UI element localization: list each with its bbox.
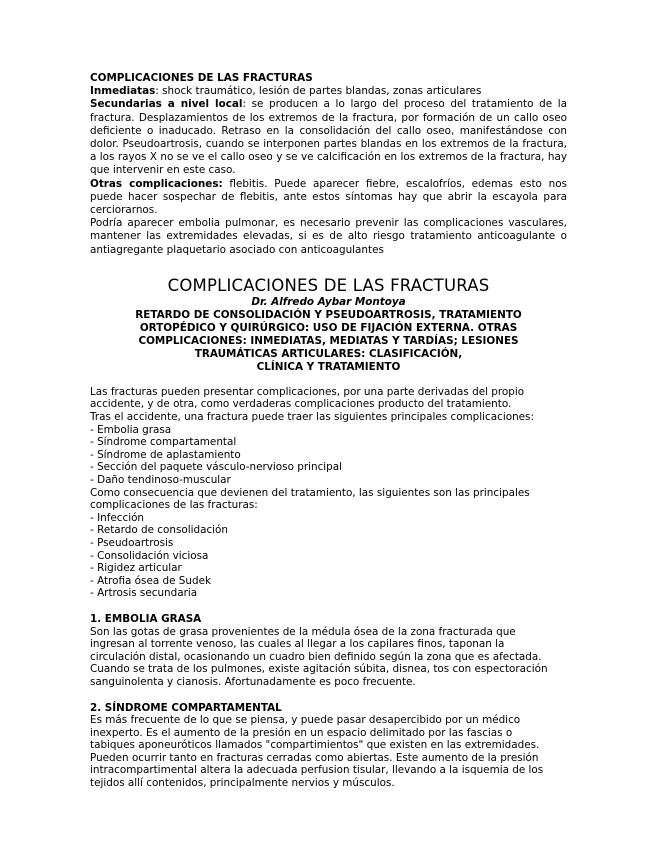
body-line: Las fracturas pueden presentar complicaciones, por una parte derivadas del propio <box>90 385 525 398</box>
body-line: tabiques aponeuróticos llamados "compartimientos" que existen en las extremidades. <box>90 739 540 752</box>
list-item: - Pseudoartrosis <box>90 537 567 550</box>
text-otras: flebitis. Puede aparecer fiebre, escalofríos, edemas esto nos puede hacer sospechar de flebitis, ante estos síntomas hay que abrir la escayola para cerciorarnos. <box>90 177 567 217</box>
list-item: - Daño tendinoso-muscular <box>90 474 567 487</box>
list-item: - Embolia grasa <box>90 424 567 437</box>
body-line: ingresan al torrente venoso, las cuales al llegar a los capilares finos, taponan la <box>90 638 505 651</box>
body-line: complicaciones de las fracturas: <box>90 499 258 512</box>
document-page <box>90 72 567 790</box>
intro-paragraph-otras <box>90 178 567 218</box>
list-item: - Síndrome compartamental <box>90 436 567 449</box>
intro-heading: COMPLICACIONES DE LAS FRACTURAS <box>90 72 313 84</box>
subtitle-line: TRAUMÁTICAS ARTICULARES: CLASIFICACIÓN, <box>194 347 463 360</box>
list-item: - Atrofia ósea de Sudek <box>90 575 567 588</box>
body-line: inexperto. Es el aumento de la presión en un espacio delimitado por las fascias o <box>90 726 513 739</box>
article-title: COMPLICACIONES DE LAS FRACTURAS <box>167 275 490 295</box>
list-item: - Artrosis secundaria <box>90 587 567 600</box>
list-item: - Sección del paquete vásculo-nervioso principal <box>90 461 567 474</box>
complications-list-accident <box>90 424 567 487</box>
body-line: circulación distal, ocasionando un cuadro bien definido según la zona que es afectada. <box>90 650 542 663</box>
intro-section <box>90 72 567 257</box>
intro-paragraph-inmediatas <box>90 85 567 98</box>
body-line: intracompartimental altera la adecuada perfusion tisular, llevando a la isquemia de los <box>90 764 544 777</box>
body-line: tejidos allí contenidos, principalmente nervios y músculos. <box>90 777 395 790</box>
list-item: - Infección <box>90 512 567 525</box>
section-heading-embolia-grasa: 1. EMBOLIA GRASA <box>90 612 202 625</box>
text-inmediatas: : shock traumático, lesión de partes blandas, zonas articulares <box>155 85 482 98</box>
subtitle-line: CLÍNICA Y TRATAMIENTO <box>256 360 401 373</box>
list-item: - Retardo de consolidación <box>90 524 567 537</box>
body-line: Pueden ocurrir tanto en fracturas cerradas como abiertas. Este aumento de la presión <box>90 751 539 764</box>
subtitle-line: ORTOPÉDICO Y QUIRÚRGICO: USO DE FIJACIÓN EXTERNA. OTRAS <box>139 321 518 334</box>
text-secundarias: : se producen a lo largo del proceso del tratamiento de la fractura. Desplazamientos de los extremos de la fractura, por formación de un callo oseo deficiente o inaducado. Retraso en la consolidación del callo oseo, manifestándose con dolor. Pseudoartrosis, cuando se interponen partes blandas en los extremos de la fractura, a los rayos X no se ve el callo oseo y se ve calcificación en los extremos de la fractura, hay que intervenir en este caso. <box>90 98 567 177</box>
intro-paragraph-secundarias <box>90 98 567 177</box>
intro-paragraph-embolia: Podría aparecer embolia pulmonar, es necesario prevenir las complicaciones vasculares, mantener las extremidades elevadas, si es de alto riesgo tratamiento anticoagulante o antiagregante plaquetario asociado con anticoagulantes <box>90 217 567 256</box>
label-otras: Otras complicaciones: <box>90 177 223 190</box>
article-author: Dr. Alfredo Aybar Montoya <box>251 295 406 308</box>
article-body <box>90 386 567 790</box>
list-item: - Consolidación viciosa <box>90 550 567 563</box>
body-line: accidente, y de otra, como verdaderas complicaciones producto del tratamiento. <box>90 398 512 411</box>
list-item: - Rigidez articular <box>90 562 567 575</box>
body-line: Es más frecuente de lo que se piensa, y puede pasar desapercibido por un médico <box>90 714 521 727</box>
subtitle-line: RETARDO DE CONSOLIDACIÓN Y PSEUDOARTROSIS, TRATAMIENTO <box>135 308 522 321</box>
label-inmediatas: Inmediatas <box>90 85 156 98</box>
subtitle-line: COMPLICACIONES: INMEDIATAS, MEDIATAS Y TARDÍAS; LESIONES <box>138 334 519 347</box>
body-line: Tras el accidente, una fractura puede traer las siguientes principales complicaciones: <box>90 411 534 424</box>
label-secundarias: Secundarias a nivel local <box>90 98 243 111</box>
body-line: sanguinolenta y cianosis. Afortunadamente es poco frecuente. <box>90 675 416 688</box>
complications-list-treatment <box>90 512 567 600</box>
body-line: Cuando se trata de los pulmones, existe agitación súbita, disnea, tos con espectoración <box>90 663 548 676</box>
section-heading-sindrome-compartamental: 2. SÍNDROME COMPARTAMENTAL <box>90 701 282 714</box>
body-line: Son las gotas de grasa provenientes de la médula ósea de la zona fracturada que <box>90 625 516 638</box>
list-item: - Síndrome de aplastamiento <box>90 449 567 462</box>
article-subtitle <box>90 309 567 374</box>
body-line: Como consecuencia que devienen del tratamiento, las siguientes son las principales <box>90 486 530 499</box>
